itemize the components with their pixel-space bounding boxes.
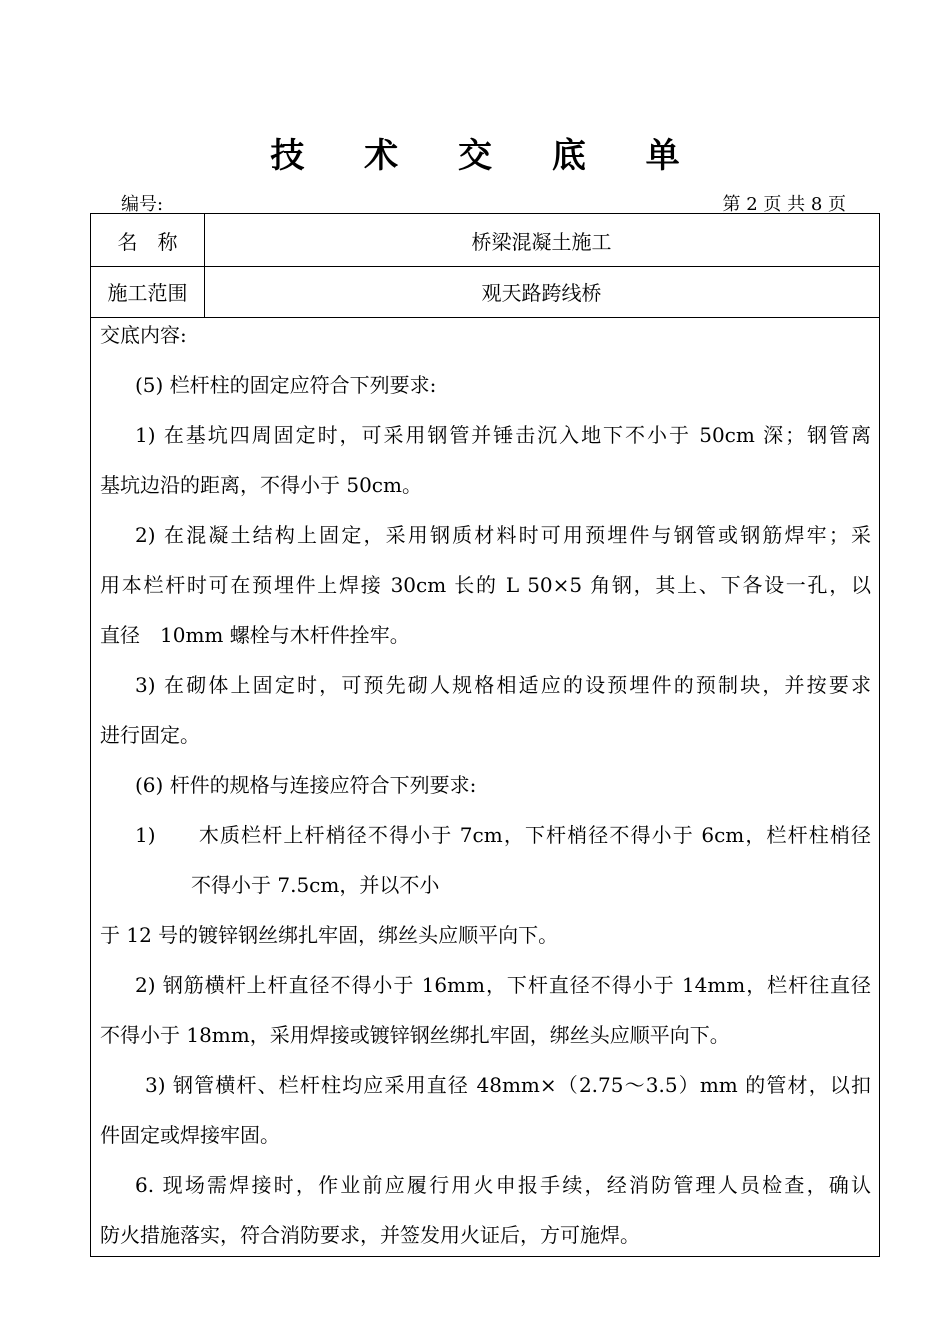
scope-row	[91, 266, 879, 318]
content-line: (5) 栏杆柱的固定应符合下列要求:	[135, 373, 437, 397]
content-line: (6) 杆件的规格与连接应符合下列要求:	[135, 773, 477, 797]
scope-value: 观天路跨线桥	[481, 281, 602, 305]
scope-label: 施工范围	[91, 266, 205, 317]
content-line: 2) 钢筋横杆上杆直径不得小于 16mm，下杆直径不得小于 14mm，栏杆往直径	[135, 973, 871, 997]
content-line: 1) 木质栏杆上杆梢径不得小于 7cm，下杆梢径不得小于 6cm，栏杆柱梢径	[135, 823, 871, 847]
document-title: 技 术 交 底 单	[270, 136, 704, 176]
disclosure-table	[90, 213, 880, 1257]
content-line: 不得小于 18mm，采用焊接或镀锌钢丝绑扎牢固，绑丝头应顺平向下。	[100, 1023, 730, 1047]
content-line: 直径 10mm 螺栓与木杆件拴牢。	[100, 623, 410, 647]
content-line: 6. 现场需焊接时，作业前应履行用火申报手续，经消防管理人员检查，确认	[135, 1173, 871, 1197]
content-line: 1) 在基坑四周固定时，可采用钢管并锤击沉入地下不小于 50cm 深；钢管离	[135, 423, 871, 447]
content-line: 用本栏杆时可在预埋件上焊接 30cm 长的 L 50×5 角钢，其上、下各设一孔，以	[100, 573, 871, 597]
content-line: 基坑边沿的距离，不得小于 50cm。	[100, 473, 422, 497]
content-line: 3) 钢管横杆、栏杆柱均应采用直径 48mm×（2.75～3.5）mm 的管材，以扣	[145, 1073, 871, 1097]
content-line: 进行固定。	[100, 723, 200, 747]
content-line: 3) 在砌体上固定时，可预先砌人规格相适应的设预埋件的预制块，并按要求	[135, 673, 871, 697]
content-line: 件固定或焊接牢固。	[100, 1123, 280, 1147]
content-line: 于 12 号的镀锌钢丝绑扎牢固，绑丝头应顺平向下。	[100, 923, 559, 947]
document-number-label: 编号:	[121, 194, 164, 215]
name-label: 名 称	[91, 214, 205, 266]
page-info: 第 2 页 共 8 页	[722, 194, 846, 215]
content-line: 2) 在混凝土结构上固定，采用钢质材料时可用预埋件与钢管或钢筋焊牢；采	[135, 523, 871, 547]
content-heading: 交底内容:	[100, 323, 187, 347]
content-line: 不得小于 7.5cm，并以不小	[191, 873, 440, 897]
name-row	[91, 214, 879, 267]
name-value: 桥梁混凝土施工	[471, 229, 612, 254]
content-line: 防火措施落实，符合消防要求，并签发用火证后，方可施焊。	[100, 1223, 640, 1247]
